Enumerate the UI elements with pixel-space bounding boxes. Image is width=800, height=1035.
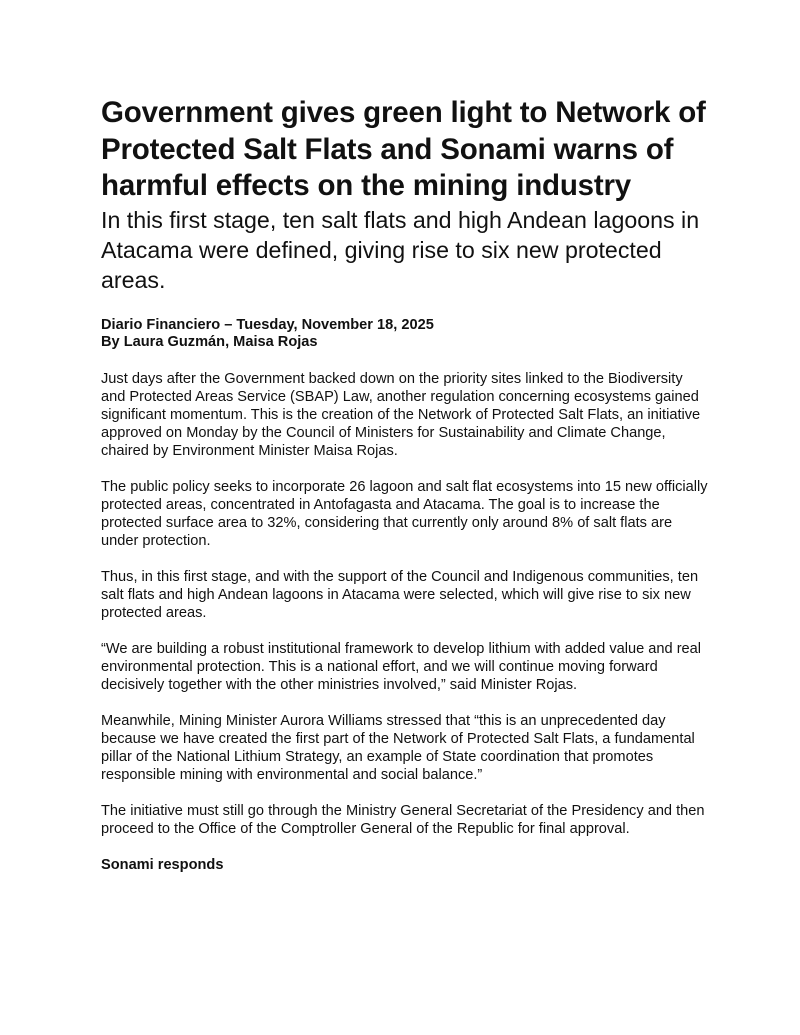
paragraph: The initiative must still go through the Ministry General Secretariat of the Presidency and then proceed to the Office of the Comptroller General of the Republic for final approval.	[101, 802, 705, 837]
source-line: Diario Financiero – Tuesday, November 18, 2025	[101, 316, 434, 333]
subheadline: In this first stage, ten salt flats and high Andean lagoons in Atacama were defined, giving rise to six new protected areas.	[101, 206, 700, 293]
headline: Government gives green light to Network of Protected Salt Flats and Sonami warns of harmful effects on the mining industry	[101, 96, 706, 202]
paragraph: The public policy seeks to incorporate 26 lagoon and salt flat ecosystems into 15 new officially protected areas, concentrated in Antofagasta and Atacama. The goal is to increase the protected surface area to 32%, considering that currently only around 8% of salt flats are under protection.	[101, 478, 708, 549]
paragraph: Meanwhile, Mining Minister Aurora Williams stressed that “this is an unprecedented day because we have created the first part of the Network of Protected Salt Flats, a fundamental pillar of the National Lithium Strategy, an example of State coordination that promotes responsible mining with environmental and social balance.”	[101, 712, 695, 783]
paragraph: Thus, in this first stage, and with the support of the Council and Indigenous communities, ten salt flats and high Andean lagoons in Atacama were selected, which will give rise to six new protected areas.	[101, 568, 699, 621]
author-line: By Laura Guzmán, Maisa Rojas	[101, 334, 318, 350]
section-heading: Sonami responds	[101, 856, 224, 873]
paragraph: “We are building a robust institutional framework to develop lithium with added value and real environmental protection. This is a national effort, and we will continue moving forward decisively together with the other ministries involved,” said Minister Rojas.	[101, 640, 702, 693]
article	[101, 95, 711, 874]
byline	[101, 317, 711, 352]
paragraph: Just days after the Government backed down on the priority sites linked to the Biodiversity and Protected Areas Service (SBAP) Law, another regulation concerning ecosystems gained significant momentum. This is the creation of the Network of Protected Salt Flats, an initiative approved on Monday by the Council of Ministers for Sustainability and Climate Change, chaired by Environment Minister Maisa Rojas.	[101, 370, 701, 459]
article-body	[101, 370, 711, 874]
